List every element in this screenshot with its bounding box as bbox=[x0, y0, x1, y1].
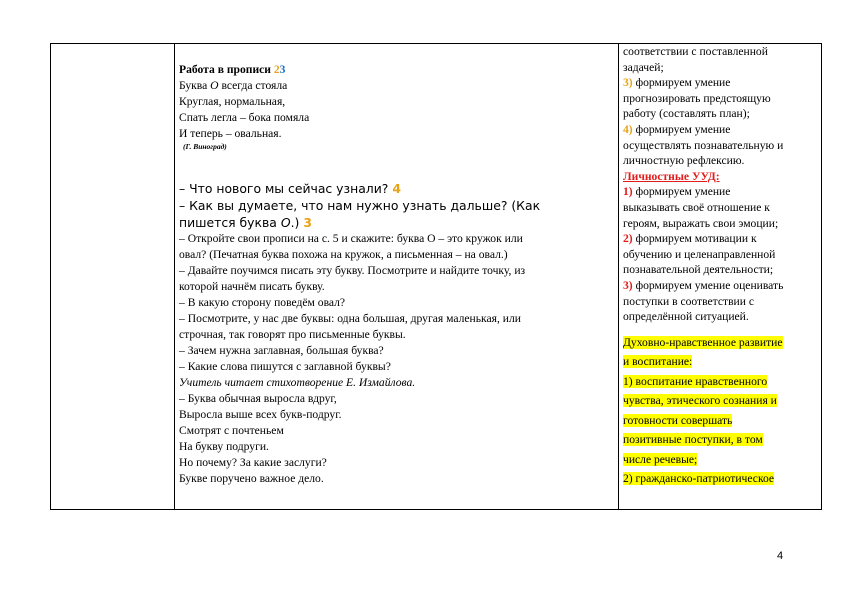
dialogue-line: – Зачем нужна заглавная, большая буква? bbox=[179, 344, 384, 357]
uud-line: поступки в соответствии с bbox=[623, 294, 755, 308]
dialogue-line: – Давайте поучимся писать эту букву. Посмотрите и найдите точку, из bbox=[179, 264, 526, 277]
uud-line: личностную рефлексию. bbox=[623, 154, 745, 168]
uud-line: осуществлять познавательную и bbox=[623, 138, 784, 152]
uud-item: 4) формируем умение bbox=[623, 122, 731, 136]
poem1-line: Буква О всегда стояла bbox=[179, 79, 288, 92]
highlight-line: 2) гражданско-патриотическое bbox=[623, 472, 775, 486]
dialogue-line: – Какие слова пишутся с заглавной буквы? bbox=[179, 360, 391, 373]
question-line: пишется буква О.) 3 bbox=[179, 215, 312, 230]
poem1-line: Круглая, нормальная, bbox=[179, 95, 286, 108]
uud-item: 2) формируем мотивации к bbox=[623, 232, 757, 246]
uud-line: выказывать своё отношение к bbox=[623, 200, 770, 214]
empty-left-column bbox=[51, 44, 174, 509]
highlight-line: чувства, этического сознания и bbox=[623, 394, 777, 408]
uud-line: работу (составлять план); bbox=[623, 107, 750, 121]
dialogue-line: – В какую сторону поведём овал? bbox=[179, 296, 346, 309]
uud-line: познавательной деятельности; bbox=[623, 263, 774, 277]
highlight-line: 1) воспитание нравственного bbox=[623, 374, 768, 388]
poem2-line: – Буква обычная выросла вдруг, bbox=[179, 392, 337, 405]
uud-item: 3) формируем умение оценивать bbox=[623, 278, 784, 292]
poem2-line: Смотрят с почтеньем bbox=[179, 424, 284, 437]
highlight-line: и воспитание: bbox=[623, 355, 693, 369]
highlight-line: числе речевые; bbox=[623, 452, 698, 466]
uud-item: 3) формируем умение bbox=[623, 76, 731, 90]
uud-line: прогнозировать предстоящую bbox=[623, 91, 771, 105]
dialogue-line: которой начнём писать букву. bbox=[179, 280, 325, 293]
poem2-line: Букве поручено важное дело. bbox=[179, 472, 324, 485]
uud-line: определённой ситуацией. bbox=[623, 310, 749, 324]
poem2-line: Выросла выше всех букв-подруг. bbox=[179, 408, 342, 421]
lesson-content-column bbox=[175, 44, 617, 509]
page-number: 4 bbox=[777, 550, 784, 562]
question-line: – Что нового мы сейчас узнали? 4 bbox=[179, 181, 401, 196]
dialogue-line: – Откройте свои прописи на с. 5 и скажите: буква О – это кружок или bbox=[179, 232, 523, 245]
poem1-author: (Г. Виноград) bbox=[183, 142, 227, 151]
poem2-line: Но почему? За какие заслуги? bbox=[179, 456, 327, 469]
highlight-line: готовности совершать bbox=[623, 413, 733, 427]
uud-column bbox=[619, 44, 821, 509]
dialogue-line: – Посмотрите, у нас две буквы: одна большая, другая маленькая, или bbox=[179, 312, 521, 325]
poem2-line: На букву подруги. bbox=[179, 440, 269, 453]
uud-item: 1) формируем умение bbox=[623, 185, 731, 199]
dialogue-line: овал? (Печатная буква похожа на кружок, а письменная – на овал.) bbox=[179, 248, 508, 261]
teacher-note: Учитель читает стихотворение Е. Измайлова. bbox=[179, 376, 416, 389]
highlight-line: Духовно-нравственное развитие bbox=[623, 335, 783, 349]
moral-education-block bbox=[623, 333, 821, 489]
poem1-line: Спать легла – бока помяла bbox=[179, 111, 310, 124]
section-heading: Работа в прописи 23 bbox=[179, 63, 286, 76]
question-line: – Как вы думаете, что нам нужно узнать дальше? (Как bbox=[179, 198, 541, 213]
dialogue-line: строчная, так говорят про письменные буквы. bbox=[179, 328, 406, 341]
uud-line: соответствии с поставленной bbox=[623, 45, 768, 58]
uud-line: задачей; bbox=[623, 60, 664, 74]
lesson-table bbox=[50, 43, 822, 510]
poem1-line: И теперь – овальная. bbox=[179, 127, 282, 140]
uud-line: героям, выражать свои эмоции; bbox=[623, 216, 779, 230]
uud-line: обучению и целенаправленной bbox=[623, 247, 776, 261]
highlight-line: позитивные поступки, в том bbox=[623, 433, 763, 447]
personal-uud-heading: Личностные УУД: bbox=[623, 169, 720, 183]
